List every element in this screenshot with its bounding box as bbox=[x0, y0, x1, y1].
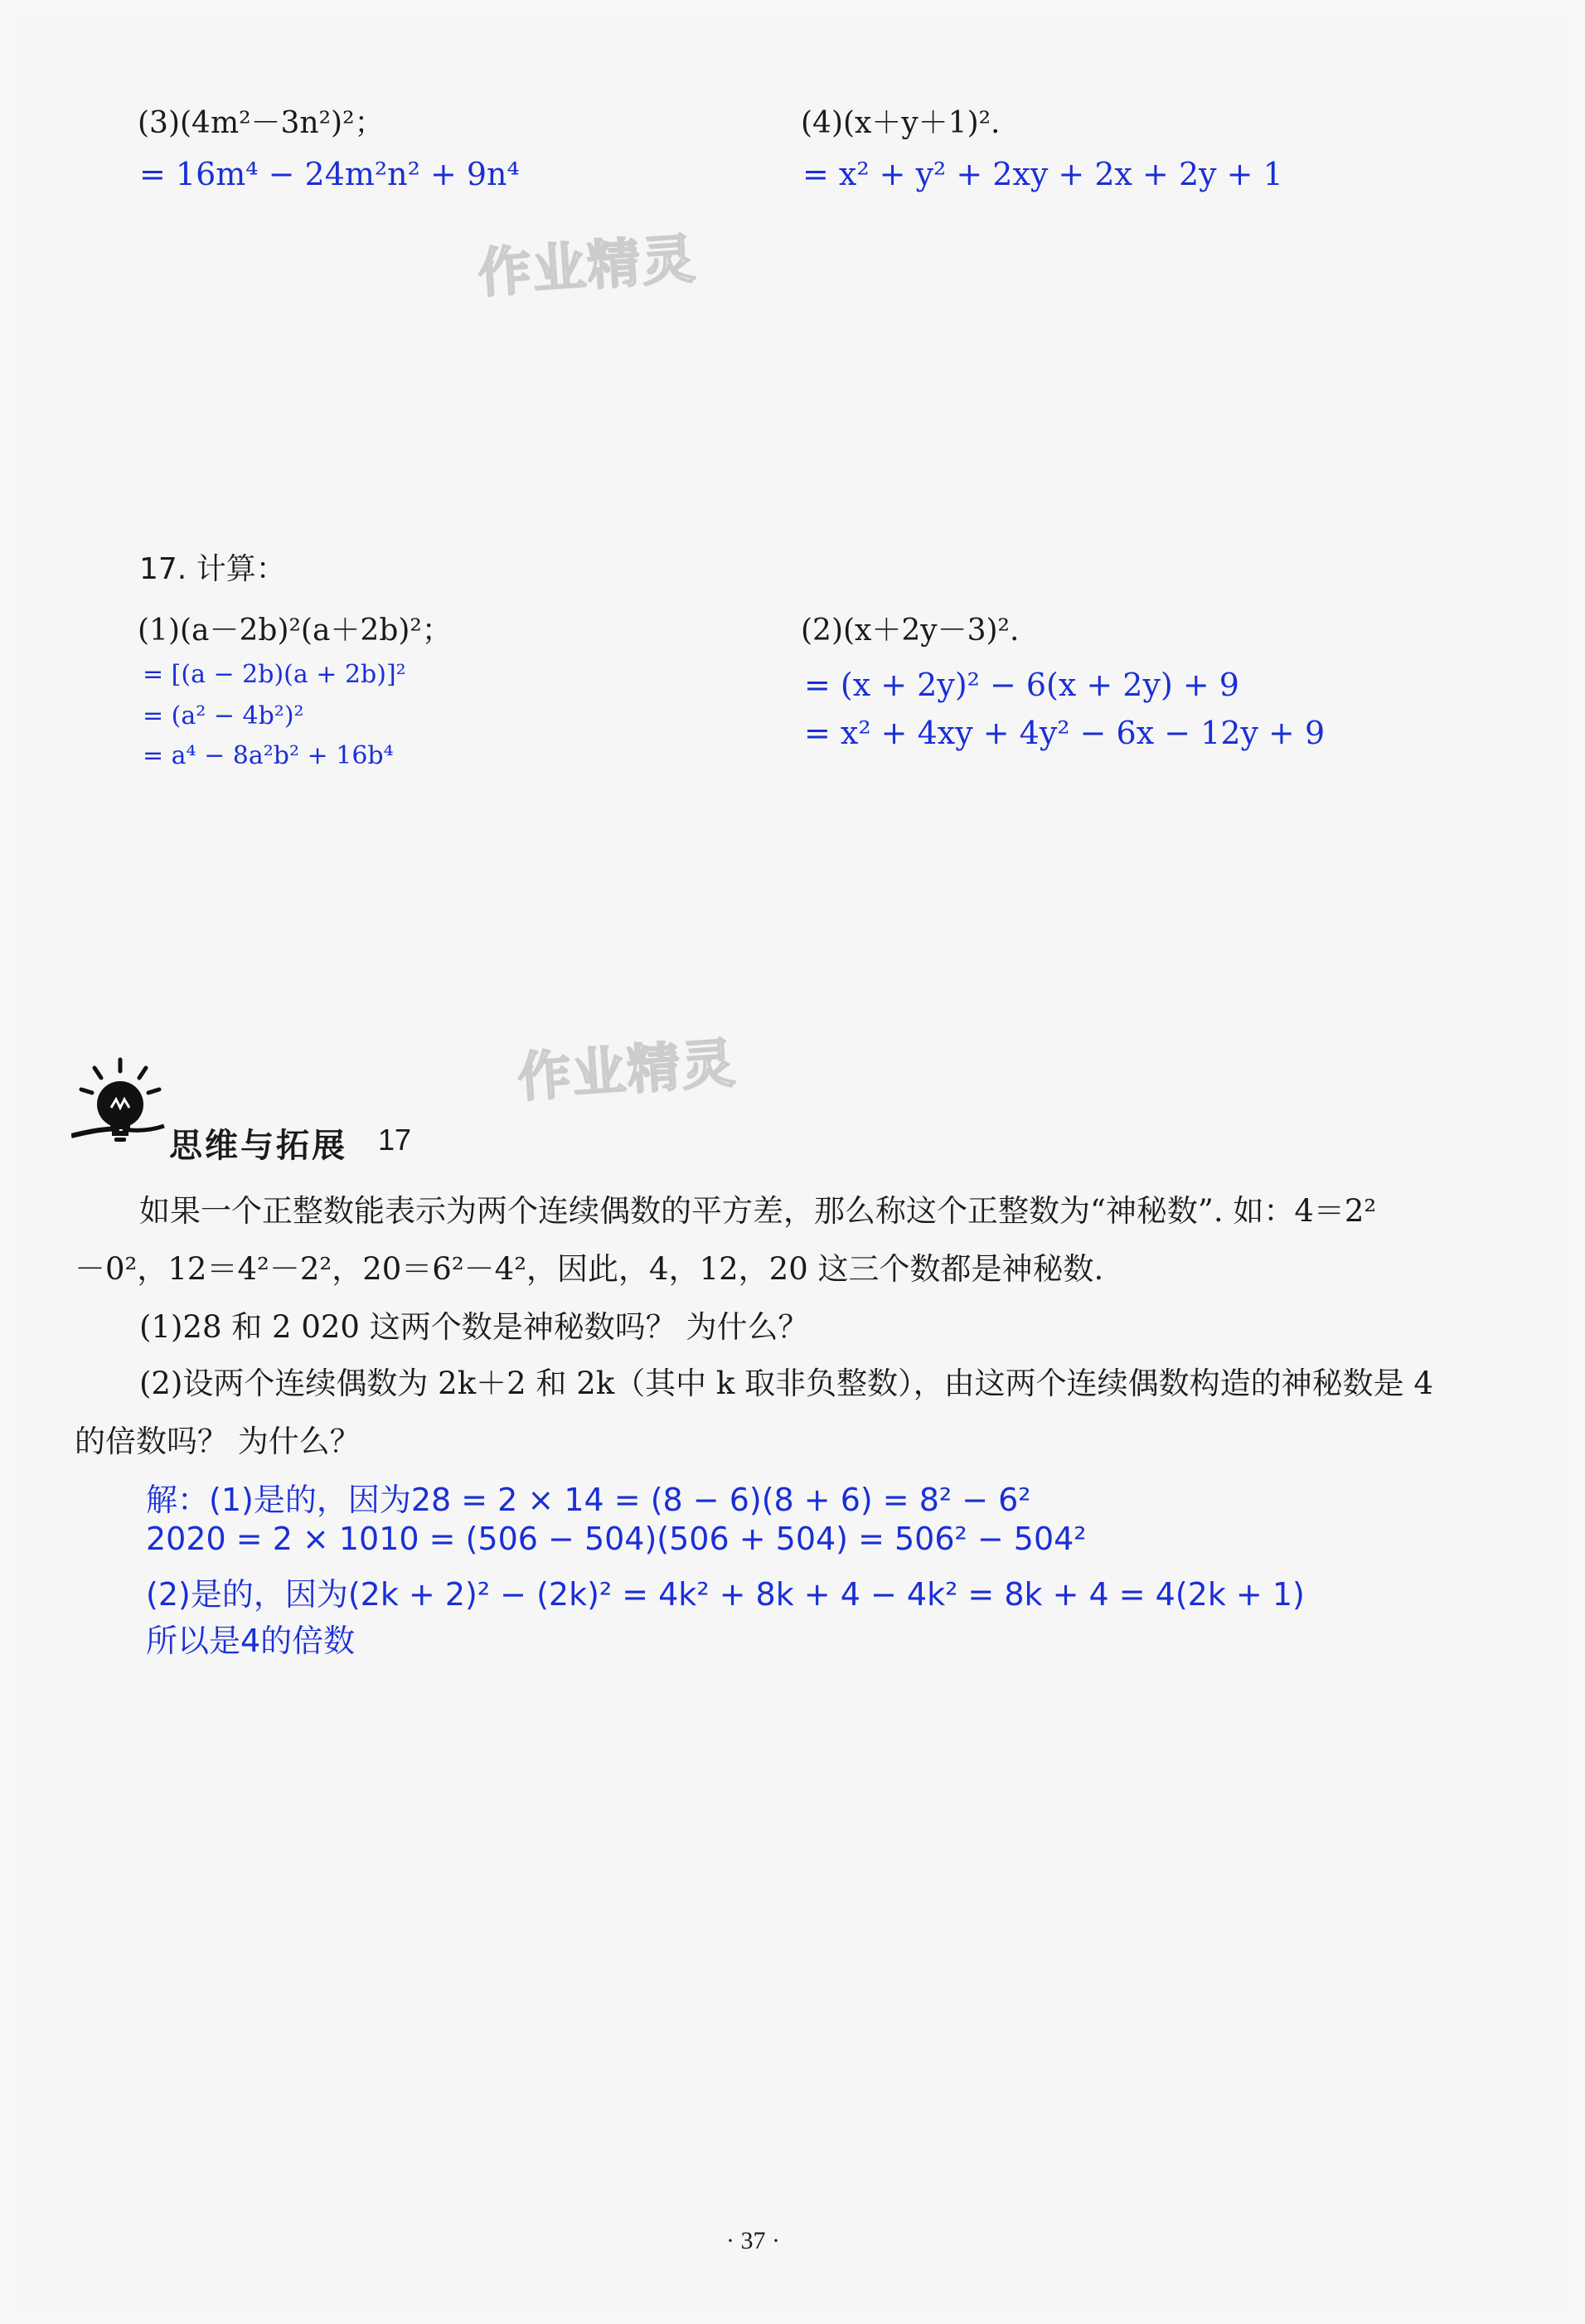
lightbulb-icon bbox=[71, 1056, 169, 1147]
answer-16-4: = x² + y² + 2xy + 2x + 2y + 1 bbox=[802, 156, 1283, 192]
page-number: · 37 · bbox=[726, 2227, 780, 2254]
question-17-2: (2)(x＋2y－3)². bbox=[801, 614, 1020, 648]
answer-17-2-line1: = (x + 2y)² − 6(x + 2y) + 9 bbox=[804, 667, 1239, 703]
solution-line1: 解：(1)是的，因为28 = 2 × 14 = (8 − 6)(8 + 6) = 8² − 6² bbox=[146, 1482, 1031, 1518]
section-number: 17 bbox=[378, 1123, 412, 1157]
solution-line4: 所以是4的倍数 bbox=[146, 1623, 356, 1659]
answer-17-1-line1: = [(a − 2b)(a + 2b)]² bbox=[143, 660, 406, 689]
answer-16-3: = 16m⁴ − 24m²n² + 9n⁴ bbox=[139, 156, 520, 192]
question-17-1: (1)(a－2b)²(a＋2b)²； bbox=[138, 614, 452, 648]
problem-question-2-line1: (2)设两个连续偶数为 2k＋2 和 2k（其中 k 取非负整数），由这两个连续偶数构造的神秘数是 4 bbox=[139, 1366, 1433, 1401]
problem-question-1: (1)28 和 2 020 这两个数是神秘数吗？ 为什么？ bbox=[139, 1309, 809, 1345]
worksheet-page bbox=[23, 18, 1563, 2307]
question-16-4: (4)(x＋y＋1)². bbox=[801, 106, 1001, 140]
solution-line3: (2)是的，因为(2k + 2)² − (2k)² = 4k² + 8k + 4 − 4k² = 8k + 4 = 4(2k + 1) bbox=[146, 1576, 1305, 1613]
problem-text-line2: －0²，12＝4²－2²，20＝6²－4²，因此，4，12，20 这三个数都是神秘数. bbox=[75, 1251, 1104, 1287]
question-17-heading: 17. 计算： bbox=[139, 552, 286, 586]
solution-line2: 2020 = 2 × 1010 = (506 − 504)(506 + 504) = 506² − 504² bbox=[146, 1521, 1087, 1557]
answer-17-1-line2: = (a² − 4b²)² bbox=[143, 701, 304, 730]
answer-17-1-line3: = a⁴ − 8a²b² + 16b⁴ bbox=[143, 741, 394, 770]
problem-question-2-line2: 的倍数吗？ 为什么？ bbox=[75, 1424, 361, 1459]
section-title: 思维与拓展 bbox=[169, 1127, 347, 1165]
answer-17-2-line2: = x² + 4xy + 4y² − 6x − 12y + 9 bbox=[804, 715, 1326, 751]
watermark: 作业精灵 bbox=[516, 1032, 739, 1110]
problem-text-line1: 如果一个正整数能表示为两个连续偶数的平方差，那么称这个正整数为“神秘数”. 如：4＝2² bbox=[139, 1193, 1377, 1229]
watermark: 作业精灵 bbox=[476, 228, 699, 306]
question-16-3: (3)(4m²－3n²)²； bbox=[138, 106, 385, 140]
